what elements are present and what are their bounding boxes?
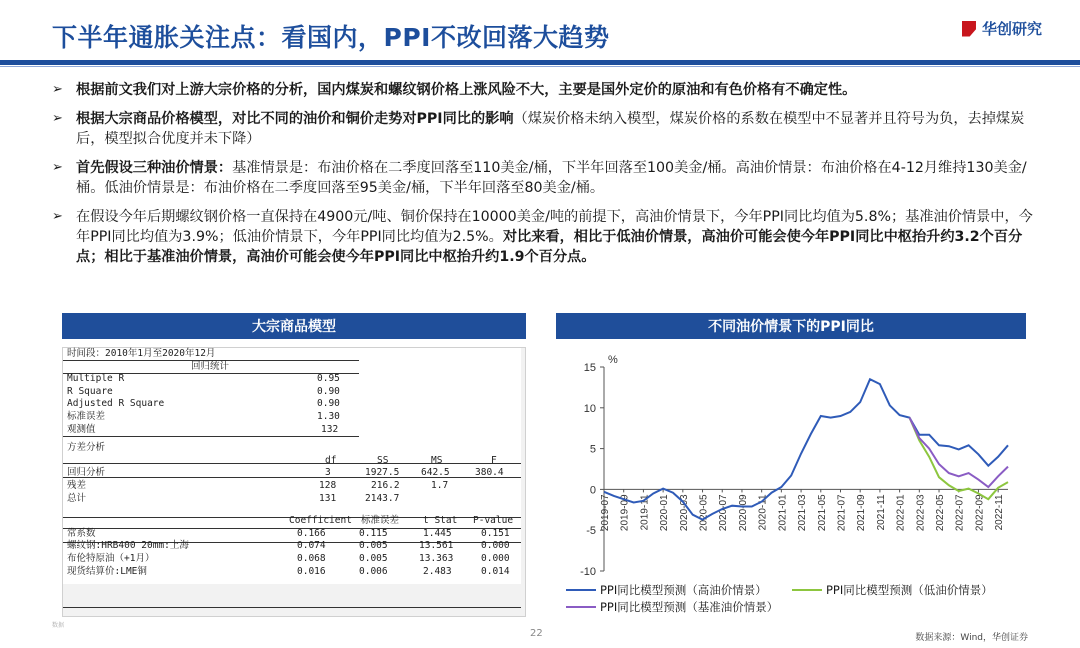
- legend-label: PPI同比模型预测（高油价情景）: [600, 583, 767, 597]
- table-row: 螺纹钢:HRB400 20mm:上海 0.074 0.005 13.561 0.000: [67, 540, 510, 552]
- bullet-item: [52, 158, 1042, 198]
- table-row: Adjusted R Square 0.90: [67, 398, 340, 410]
- bullet-bold-text: 对比来看，相比于低油价情景，高油价可能会使今年PPI同比中枢抬升约3.2个百分点；相比于基准油价情景，高油价可能会使今年PPI同比中枢抬升约1.9个百分点。: [76, 229, 1023, 265]
- header-divider: [0, 60, 1080, 65]
- reg-stats-title: 回归统计: [191, 360, 230, 372]
- bullet-text: 基准情景是：布油价格在二季度回落至110美金/桶，下半年回落至100美金/桶。高油价情景：布油价格在4-12月维持130美金/桶。低油价情景是：布油价格在二季度回落至95美金/桶，下半年回落至80美金/桶。: [76, 160, 1027, 196]
- table-row: R Square 0.90: [67, 385, 340, 397]
- x-tick-label: 2021-03: [797, 494, 809, 532]
- table-row: 布伦特原油（+1月） 0.068 0.005 13.363 0.000: [67, 552, 510, 564]
- x-tick-label: 2020-05: [698, 494, 710, 532]
- small-note: 数据: [52, 622, 65, 629]
- series-line-2: [910, 418, 1009, 487]
- brand-logo: [962, 18, 1042, 39]
- bullet-bold-text: 根据前文我们对上游大宗价格的分析，国内煤炭和螺纹钢价格上涨风险不大，主要是国外定价的原油和有色价格有不确定性。: [76, 82, 857, 98]
- anova-header-row: df SS MS F: [325, 454, 497, 466]
- ppi-line-chart: [556, 345, 1026, 585]
- x-tick-label: 2021-05: [816, 494, 828, 532]
- anova-title-row: [63, 442, 521, 455]
- table-row: 观测值 132: [67, 423, 339, 435]
- arrow-bullet-icon: ➢: [52, 160, 63, 175]
- x-tick-label: 2022-01: [895, 494, 907, 532]
- bullet-list: [52, 80, 1042, 276]
- bullet-bold-text: 根据大宗商品价格模型，对比不同的油价和铜价走势对PPI同比的影响: [76, 111, 514, 127]
- arrow-bullet-icon: ➢: [52, 111, 63, 126]
- anova-title: 方差分析: [67, 442, 106, 454]
- table-row: 现货结算价:LME铜 0.016 0.006 2.483 0.014: [67, 565, 510, 577]
- table-row: 常系数 0.166 0.115 1.445 0.151: [67, 527, 510, 539]
- y-tick-label: -5: [586, 525, 596, 538]
- series-line-1: [910, 418, 1009, 500]
- bullet-item: [52, 80, 1042, 100]
- x-tick-label: 2020-01: [659, 494, 671, 532]
- legend-item-high: [566, 582, 767, 598]
- legend-label: PPI同比模型预测（基准油价情景）: [600, 600, 779, 614]
- bullet-item: [52, 207, 1042, 267]
- x-tick-label: 2019-09: [619, 494, 631, 532]
- x-tick-label: 2021-09: [856, 494, 868, 532]
- table-row: Multiple R 0.95: [67, 373, 340, 385]
- bullet-text: 在假设今年后期螺纹钢价格一直保持在4900元/吨、铜价保持在10000美金/吨的前提下，高油价情景下，今年PPI同比均值为5.8%；基准油价情景中，今年PPI同比均值为3.9%；低油价情景下，今年PPI同比均值为2.5%。: [76, 209, 1033, 245]
- logo-text: 华创研究: [981, 20, 1042, 38]
- x-tick-label: 2021-01: [777, 494, 789, 532]
- x-tick-label: 2021-11: [875, 494, 887, 531]
- table-row: 残差 128 216.2 1.7: [67, 479, 449, 491]
- ppi-chart-title: 不同油价情景下的PPI同比: [556, 313, 1026, 339]
- coef-header-row: Coefficient 标准误差 t Stat P-value: [289, 515, 514, 527]
- y-tick-label: 0: [589, 484, 596, 497]
- x-tick-label: 2020-07: [718, 494, 730, 532]
- x-tick-label: 2019-07: [600, 494, 611, 532]
- y-tick-label: 10: [583, 402, 596, 415]
- table-row: 回归分析 3 1927.5 642.5 380.4: [67, 467, 504, 479]
- arrow-bullet-icon: ➢: [52, 82, 63, 97]
- bullet-text: （煤炭价格未纳入模型，煤炭价格的系数在模型中不显著并且符号为负，去掉煤炭后，模型拟合优度并未下降）: [76, 111, 1025, 147]
- y-tick-label: -10: [580, 566, 596, 578]
- legend-swatch: [792, 589, 822, 591]
- x-tick-label: 2020-03: [678, 494, 690, 532]
- bullet-item: [52, 109, 1042, 149]
- table-row: 总计 131 2143.7: [67, 492, 400, 504]
- legend-swatch: [566, 589, 596, 591]
- arrow-bullet-icon: ➢: [52, 209, 63, 224]
- regression-table: [62, 347, 526, 617]
- period-text: 时间段：2010年1月至2020年12月: [67, 348, 216, 359]
- x-tick-label: 2022-05: [935, 494, 947, 532]
- y-tick-label: 15: [583, 362, 596, 374]
- logo-icon: [962, 21, 976, 37]
- bullet-bold-text: 首先假设三种油价情景：: [76, 160, 233, 176]
- legend-swatch: [566, 606, 596, 608]
- table-row: 标准误差 1.30: [67, 410, 340, 422]
- legend-item-base: [566, 599, 778, 615]
- data-source: 数据来源：Wind，华创证券: [915, 633, 1028, 643]
- x-tick-label: 2021-07: [836, 494, 848, 532]
- x-tick-label: 2022-09: [974, 494, 986, 532]
- page-title: 下半年通胀关注点：看国内，PPI不改回落大趋势: [52, 23, 610, 52]
- legend-label: PPI同比模型预测（低油价情景）: [826, 583, 993, 597]
- x-tick-label: 2020-09: [737, 494, 749, 532]
- y-tick-label: 5: [589, 443, 596, 456]
- period-row: [63, 348, 521, 361]
- x-tick-label: 2019-11: [639, 494, 651, 531]
- y-unit-label: %: [608, 354, 618, 366]
- x-tick-label: 2022-03: [915, 494, 927, 532]
- model-panel-title: 大宗商品模型: [62, 313, 526, 339]
- header-divider-thin: [0, 66, 1080, 67]
- x-tick-label: 2022-07: [954, 494, 966, 532]
- x-tick-label: 2020-11: [757, 494, 769, 531]
- page-number: 22: [530, 628, 543, 639]
- legend-item-low: [792, 582, 993, 598]
- x-tick-label: 2022-11: [994, 494, 1006, 531]
